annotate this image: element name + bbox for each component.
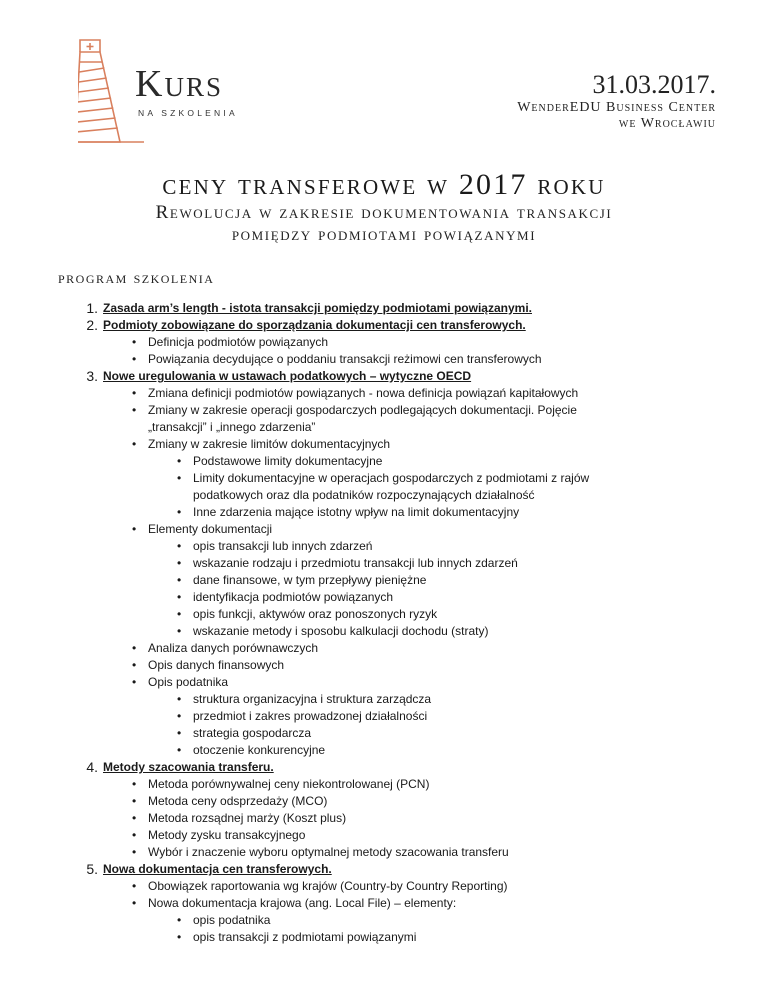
list-item: • Analiza danych porównawczych xyxy=(132,641,319,655)
sub-list-item: • strategia gospodarcza xyxy=(177,726,312,740)
sub-list-item: • opis funkcji, aktywów oraz ponoszonych ryzyk xyxy=(177,607,438,621)
program-section xyxy=(0,759,768,776)
section-number: 3. xyxy=(86,368,98,384)
section-number: 4. xyxy=(86,759,98,775)
brand-name: Kurs xyxy=(135,63,223,105)
program-list xyxy=(0,300,768,946)
sub-list-item: • wskazanie rodzaju i przedmiotu transakcji lub innych zdarzeń xyxy=(177,556,518,570)
page-title: ceny transferowe w 2017 roku xyxy=(162,168,606,201)
list-item: • Obowiązek raportowania wg krajów (Country-by Country Reporting) xyxy=(132,879,508,893)
list-item: • Metody zysku transakcyjnego xyxy=(132,828,306,842)
header xyxy=(0,0,768,160)
event-place-line2: we Wrocławiu xyxy=(618,116,716,131)
program-section xyxy=(0,317,768,334)
list-item-continuation: „transakcji” i „innego zdarzenia” xyxy=(148,420,316,434)
sub-list-item: • Limity dokumentacyjne w operacjach gospodarczych z podmiotami z rajów xyxy=(177,471,590,485)
sub-list-item: • dane finansowe, w tym przepływy pieniężne xyxy=(177,573,427,587)
list-item: • Opis podatnika xyxy=(132,675,229,689)
sub-list-item: • wskazanie metody i sposobu kalkulacji dochodu (straty) xyxy=(177,624,489,638)
sub-list-item: • opis transakcji lub innych zdarzeń xyxy=(177,539,373,553)
sub-list-item: • Inne zdarzenia mające istotny wpływ na limit dokumentacyjny xyxy=(177,505,520,519)
list-item: • Powiązania decydujące o poddaniu transakcji reżimowi cen transferowych xyxy=(132,352,542,366)
sub-list-item: • identyfikacja podmiotów powiązanych xyxy=(177,590,394,604)
sub-list-item: • otoczenie konkurencyjne xyxy=(177,743,326,757)
list-item: • Zmiana definicji podmiotów powiązanych - nowa definicja powiązań kapitałowych xyxy=(132,386,579,400)
page-subtitle xyxy=(80,202,688,246)
sub-list-item: • przedmiot i zakres prowadzonej działalności xyxy=(177,709,428,723)
event-date: 31.03.2017. xyxy=(592,70,716,99)
section-number: 5. xyxy=(86,861,98,877)
program-section xyxy=(0,300,768,317)
sub-list-item: • opis transakcji z podmiotami powiązanymi xyxy=(177,930,417,944)
list-item: • Metoda rozsądnej marży (Koszt plus) xyxy=(132,811,347,825)
list-item: • Zmiany w zakresie limitów dokumentacyjnych xyxy=(132,437,391,451)
sub-list-item-continuation: podatkowych oraz dla podatników rozpoczynających działalność xyxy=(193,488,535,502)
program-heading: program szkolenia xyxy=(58,268,215,287)
section-title: Podmioty zobowiązane do sporządzania dokumentacji cen transferowych. xyxy=(103,318,526,332)
section-title: Nowe uregulowania w ustawach podatkowych – wytyczne OECD xyxy=(103,369,472,383)
list-item: • Zmiany w zakresie operacji gospodarczych podlegających dokumentacji. Pojęcie xyxy=(132,403,577,417)
section-number: 2. xyxy=(86,317,98,333)
list-item: • Elementy dokumentacji xyxy=(132,522,273,536)
section-title: Metody szacowania transferu. xyxy=(103,760,274,774)
list-item: • Opis danych finansowych xyxy=(132,658,285,672)
list-item: • Definicja podmiotów powiązanych xyxy=(132,335,329,349)
subtitle-line1: Rewolucja w zakresie dokumentowania transakcji xyxy=(155,202,613,223)
sub-list-item: • struktura organizacyjna i struktura zarządcza xyxy=(177,692,432,706)
sub-list-item: • opis podatnika xyxy=(177,913,271,927)
subtitle-line2: pomiędzy podmiotami powiązanymi xyxy=(231,224,537,245)
section-number: 1. xyxy=(86,300,98,316)
program-section xyxy=(0,861,768,878)
list-item: • Metoda porównywalnej ceny niekontrolowanej (PCN) xyxy=(132,777,430,791)
section-title: Zasada arm’s length - istota transakcji pomiędzy podmiotami powiązanymi. xyxy=(103,301,532,315)
event-place xyxy=(517,100,716,132)
program-section xyxy=(0,368,768,385)
brand-subtitle: NA SZKOLENIA xyxy=(138,108,238,118)
event-place-line1: WenderEDU Business Center xyxy=(517,100,716,115)
list-item: • Wybór i znaczenie wyboru optymalnej metody szacowania transferu xyxy=(132,845,509,859)
sub-list-item: • Podstawowe limity dokumentacyjne xyxy=(177,454,383,468)
list-item: • Nowa dokumentacja krajowa (ang. Local File) – elementy: xyxy=(132,896,457,910)
list-item: • Metoda ceny odsprzedaży (MCO) xyxy=(132,794,328,808)
section-title: Nowa dokumentacja cen transferowych. xyxy=(103,862,332,876)
